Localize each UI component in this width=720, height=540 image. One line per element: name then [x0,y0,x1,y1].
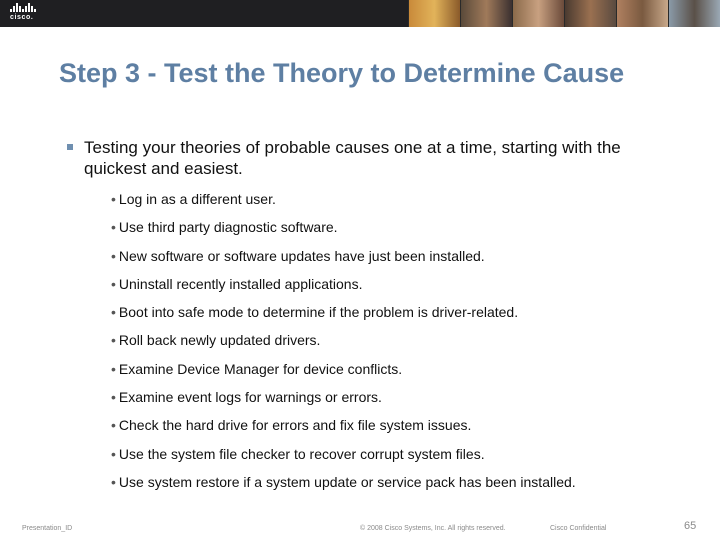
sub-bullet-text: Use third party diagnostic software. [118,219,338,236]
sub-bullet [111,472,691,500]
bullet-dot-icon: • [111,360,116,377]
sub-bullet [111,302,691,330]
header-photo [616,0,668,27]
footer-presentation-id: Presentation_ID [22,525,73,532]
sub-bullet [111,359,691,387]
sub-bullet [111,415,691,443]
sub-bullet [111,387,691,415]
footer-copyright: © 2008 Cisco Systems, Inc. All rights reserved. [360,525,506,532]
bullet-dot-icon: • [111,332,116,349]
slide-title: Step 3 - Test the Theory to Determine Cause [59,58,625,88]
sub-bullet-text: Check the hard drive for errors and fix file system issues. [118,417,472,434]
square-bullet-icon [67,144,73,150]
bullet-dot-icon: • [111,445,116,462]
bullet-dot-icon: • [111,275,116,292]
bullet-dot-icon: • [111,473,116,490]
cisco-logo [10,3,44,23]
bullet-dot-icon: • [111,304,116,321]
sub-bullet [111,330,691,358]
sub-bullet-text: Examine event logs for warnings or errors. [118,389,382,406]
bullet-dot-icon: • [111,389,116,406]
header-photo [512,0,564,27]
cisco-logo-text: cisco. [10,14,34,21]
sub-bullet-text: Examine Device Manager for device conflicts. [118,360,403,377]
sub-bullet [111,217,691,245]
sub-bullet [111,444,691,472]
sub-bullet-text: Roll back newly updated drivers. [118,332,321,349]
bullet-dot-icon: • [111,247,116,264]
sub-bullet-list [111,189,691,500]
header-bar [0,0,720,27]
bullet-dot-icon: • [111,417,116,434]
header-photo [408,0,460,27]
bullet-dot-icon: • [111,219,116,236]
header-photo [460,0,512,27]
sub-bullet-text: Uninstall recently installed applications. [118,275,363,292]
header-photo-strip [408,0,720,27]
sub-bullet-text: New software or software updates have just been installed. [118,247,485,264]
page-number: 65 [684,520,697,532]
sub-bullet-text: Use the system file checker to recover corrupt system files. [118,445,485,462]
sub-bullet-text: Boot into safe mode to determine if the problem is driver-related. [118,304,519,321]
header-photo [564,0,616,27]
sub-bullet [111,274,691,302]
main-bullet-text: Testing your theories of probable causes one at a time, starting with the quickest and easiest. [84,138,621,178]
header-photo [668,0,720,27]
sub-bullet-text: Use system restore if a system update or service pack has been installed. [118,473,576,490]
bullet-dot-icon: • [111,191,116,207]
main-bullet [67,137,667,179]
footer-confidential: Cisco Confidential [550,525,607,532]
sub-bullet [111,189,691,217]
sub-bullet [111,246,691,274]
cisco-bars-icon [10,3,44,12]
sub-bullet-text: Log in as a different user. [118,191,276,207]
